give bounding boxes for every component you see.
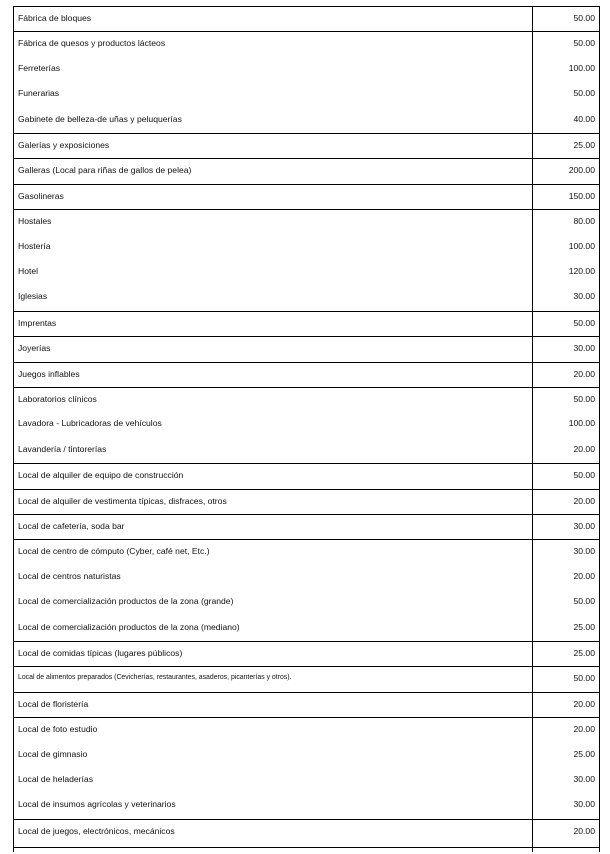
activity-name: Hostales [18,216,52,227]
table-row [13,438,599,463]
activity-name: Local de cafetería, soda bar [18,521,125,531]
activity-name: Lavadora - Lubricadoras de vehículos [18,418,162,429]
activity-name: Local de comercialización productos de la zona (grande) [18,596,234,607]
activity-name: Lavandería / tintorerías [18,443,107,454]
fee-value: 40.00 [573,113,595,124]
activity-name: Local de insumos agrícolas y veterinarios [18,799,176,810]
table-row [13,768,599,793]
activity-name: Local de heladerías [18,774,94,784]
table-row [13,336,599,362]
fee-value: 25.00 [573,140,595,150]
activity-name: Local de juegos, electrónicos, mecánicos [18,825,175,836]
activity-name: Laboratorios clínicos [18,394,97,404]
table-row [13,133,599,159]
activity-name: Local de alimentos preparados (Cevicherías, restaurantes, asaderos, picanterías y otros). [18,674,292,682]
table-row [13,362,599,388]
table-row [13,489,599,515]
table-row [13,819,599,845]
activity-name: Galerías y exposiciones [18,140,110,150]
fee-value: 20.00 [573,825,595,836]
table-bottom-border [13,847,599,848]
fee-value: 20.00 [573,698,595,709]
table-row [13,641,599,667]
fee-value: 20.00 [573,570,595,581]
fee-value: 25.00 [573,748,595,759]
table-row [13,209,599,235]
fee-value: 50.00 [573,673,595,684]
activity-name: Funerarias [18,88,60,99]
table-row [13,260,599,285]
table-row [13,184,599,210]
table-row [13,82,599,107]
table-row [13,743,599,768]
activity-name: Iglesias [18,291,48,302]
fee-value: 30.00 [573,291,595,302]
fee-value: 100.00 [568,240,595,251]
table-row [13,565,599,590]
fee-value: 20.00 [573,443,595,454]
activity-name: Local de centro de cómputo (Cyber, café net, Etc.) [18,546,210,557]
fee-value: 80.00 [573,216,595,227]
activity-name: Local de alquiler de vestimenta típicas, disfraces, otros [18,495,227,506]
table-row [13,793,599,818]
fee-value: 20.00 [573,368,595,379]
activity-name: Juegos inflables [18,368,80,379]
activity-name: Galleras (Local para riñas de gallos de pelea) [18,165,192,176]
fee-value: 30.00 [573,774,595,784]
table-row [13,463,599,489]
activity-name: Hotel [18,266,39,276]
table-row [13,6,599,32]
fee-value: 120.00 [568,266,595,276]
table-row [13,57,599,82]
fee-value: 30.00 [573,546,595,557]
table-row [13,514,599,540]
table-row [13,31,599,57]
fee-value: 50.00 [573,88,595,99]
table-row [13,285,599,310]
table-row [13,539,599,565]
table-row [13,616,599,641]
fee-value: 20.00 [573,724,595,735]
activity-name: Local de comercialización productos de la zona (mediano) [18,621,240,632]
fee-value: 20.00 [573,495,595,506]
activity-name: Local de foto estudio [18,724,98,735]
fee-value: 30.00 [573,343,595,354]
activity-name: Gasolineras [18,190,64,201]
fee-value: 25.00 [573,621,595,632]
activity-name: Local de gimnasio [18,748,88,759]
activity-name: Local de alquiler de equipo de construcción [18,470,184,481]
table-row [13,387,599,413]
fee-value: 50.00 [573,38,595,49]
fee-value: 200.00 [568,165,595,176]
activity-name: Joyerías [18,343,51,354]
fee-value: 50.00 [573,317,595,328]
fee-value: 25.00 [573,648,595,658]
fee-value: 150.00 [568,190,595,201]
table-row [13,108,599,133]
table-row [13,412,599,437]
fee-value: 30.00 [573,521,595,531]
activity-name: Gabinete de belleza-de uñas y peluquerías [18,113,182,124]
activity-name: Ferreterías [18,62,61,73]
table-row [13,666,599,692]
table-row [13,311,599,337]
activity-name: Local de comidas típicas (lugares públicos) [18,648,183,658]
table-row [13,692,599,718]
fee-value: 30.00 [573,799,595,810]
table-row [13,235,599,260]
table-border-right [599,6,600,852]
fee-value: 50.00 [573,394,595,404]
table-row [13,717,599,743]
activity-name: Hostería [18,240,51,251]
activity-name: Local de centros naturistas [18,570,121,581]
table-row [13,590,599,615]
fee-value: 50.00 [573,13,595,23]
fee-value: 50.00 [573,470,595,481]
fee-value: 50.00 [573,596,595,607]
activity-name: Imprentas [18,317,57,328]
fee-value: 100.00 [568,418,595,429]
activity-name: Local de floristería [18,698,89,709]
activity-name: Fábrica de quesos y productos lácteos [18,38,166,49]
fee-value: 100.00 [568,62,595,73]
activity-name: Fábrica de bloques [18,13,92,23]
table-row [13,158,599,184]
